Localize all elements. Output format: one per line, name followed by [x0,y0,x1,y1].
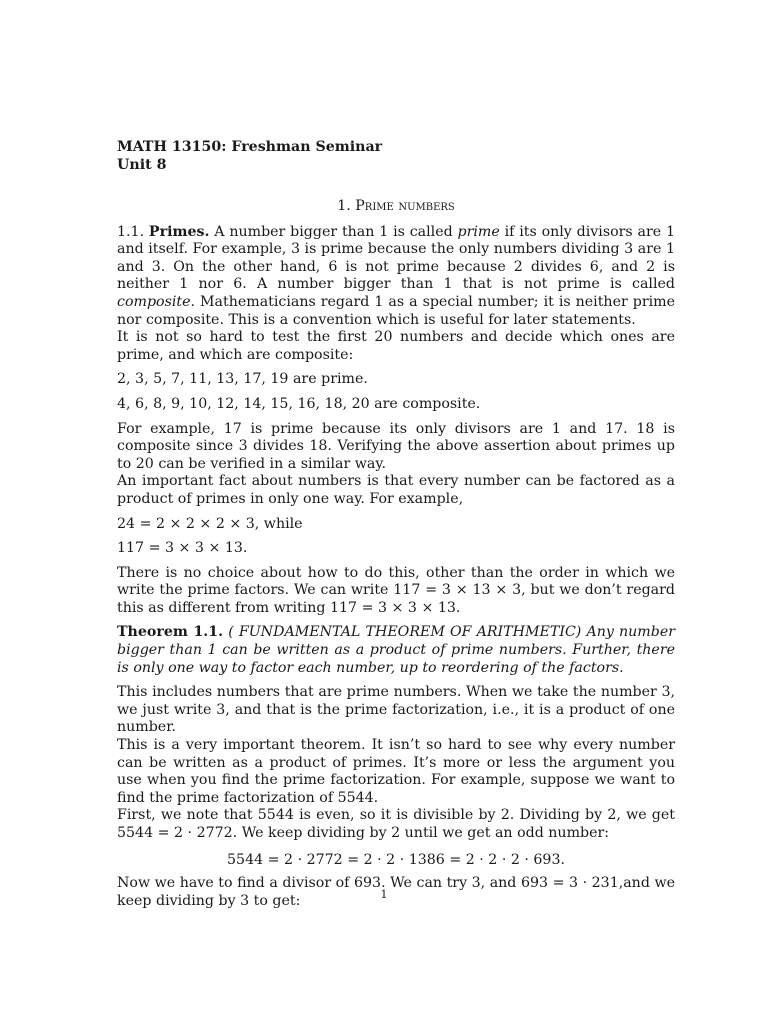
term-prime: prime [457,223,500,240]
paragraph-5544: First, we note that 5544 is even, so it is divisible by 2. Dividing by 2, we get 5544 = 2 · 2772. We keep dividing by 2 until we get an odd number: [117,807,675,841]
course-title: MATH 13150: Freshman Seminar [117,139,383,155]
section-title: 1. Prime numbers [337,198,455,214]
paragraph-divisor-693: Now we have to find a divisor of 693. We can try 3, and 693 = 3 · 231,and we keep dividing by 3 to get: [117,875,675,909]
paragraph-no-choice: There is no choice about how to do this, other than the order in which we write the prime factors. We can write 117 = 3 × 13 × 3, but we don’t regard this as different from writing 117 = 3 × 3 × 13. [117,564,675,616]
theorem-label: Theorem 1.1. [117,624,224,641]
theorem-1-1 [117,624,675,677]
text: if its only divisors are 1 and itself. For example, 3 is prime because the only numbers dividing 3 are 1 and 3. On the other hand, 6 is not prime because 2 divides 6, and 2 is neither 1 nor 6. A number bigger than 1 that is not prime is called [117,223,676,293]
paragraph-test-first-20: It is not so hard to test the first 20 numbers and decide which ones are prime, and which are composite: [117,329,675,363]
subsection-title: Primes. [148,223,210,240]
composites-list: 4, 6, 8, 9, 10, 12, 14, 15, 16, 18, 20 are composite. [117,395,481,412]
text: Mathematicians regard 1 as a special number; it is neither prime nor composite. This is a convention which is useful for later statements. [117,293,675,328]
display-equation-5544: 5544 = 2 · 2772 = 2 · 2 · 1386 = 2 · 2 · 2 · 693. [227,851,565,868]
paragraph-primes-definition [117,224,675,330]
equation-117: 117 = 3 × 3 × 13. [117,540,248,557]
paragraph-important-theorem: This is a very important theorem. It isn’t so hard to see why every number can be written as a product of primes. It’s more or less the argument you use when you find the prime factorization. For example, suppose we want to find the prime factorization of 5544. [117,737,675,806]
unit-title: Unit 8 [117,157,167,173]
document-page [117,138,675,910]
paragraph-includes-primes: This includes numbers that are prime numbers. When we take the number 3, we just write 3, and that is the prime factorization, i.e., it is a product of one number. [117,684,675,736]
equation-24: 24 = 2 × 2 × 2 × 3, while [117,515,303,532]
page-number: 1 [380,888,388,901]
term-composite: composite. [117,293,195,310]
text: A number bigger than 1 is called [214,223,453,240]
theorem-body: ( FUNDAMENTAL THEOREM OF ARITHMETIC) Any number bigger than 1 can be written as a product of prime numbers. Further, there is only one way to factor each number, up to reordering of the factors. [117,624,675,676]
paragraph-example-17: For example, 17 is prime because its only divisors are 1 and 17. 18 is composite since 3 divides 18. Verifying the above assertion about primes up to 20 can be verified in a similar way. [117,420,675,472]
header [117,138,675,174]
paragraph-factoring: An important fact about numbers is that every number can be factored as a product of primes in only one way. For example, [117,473,675,507]
primes-list: 2, 3, 5, 7, 11, 13, 17, 19 are prime. [117,371,368,388]
subsection-number: 1.1. [117,223,145,240]
